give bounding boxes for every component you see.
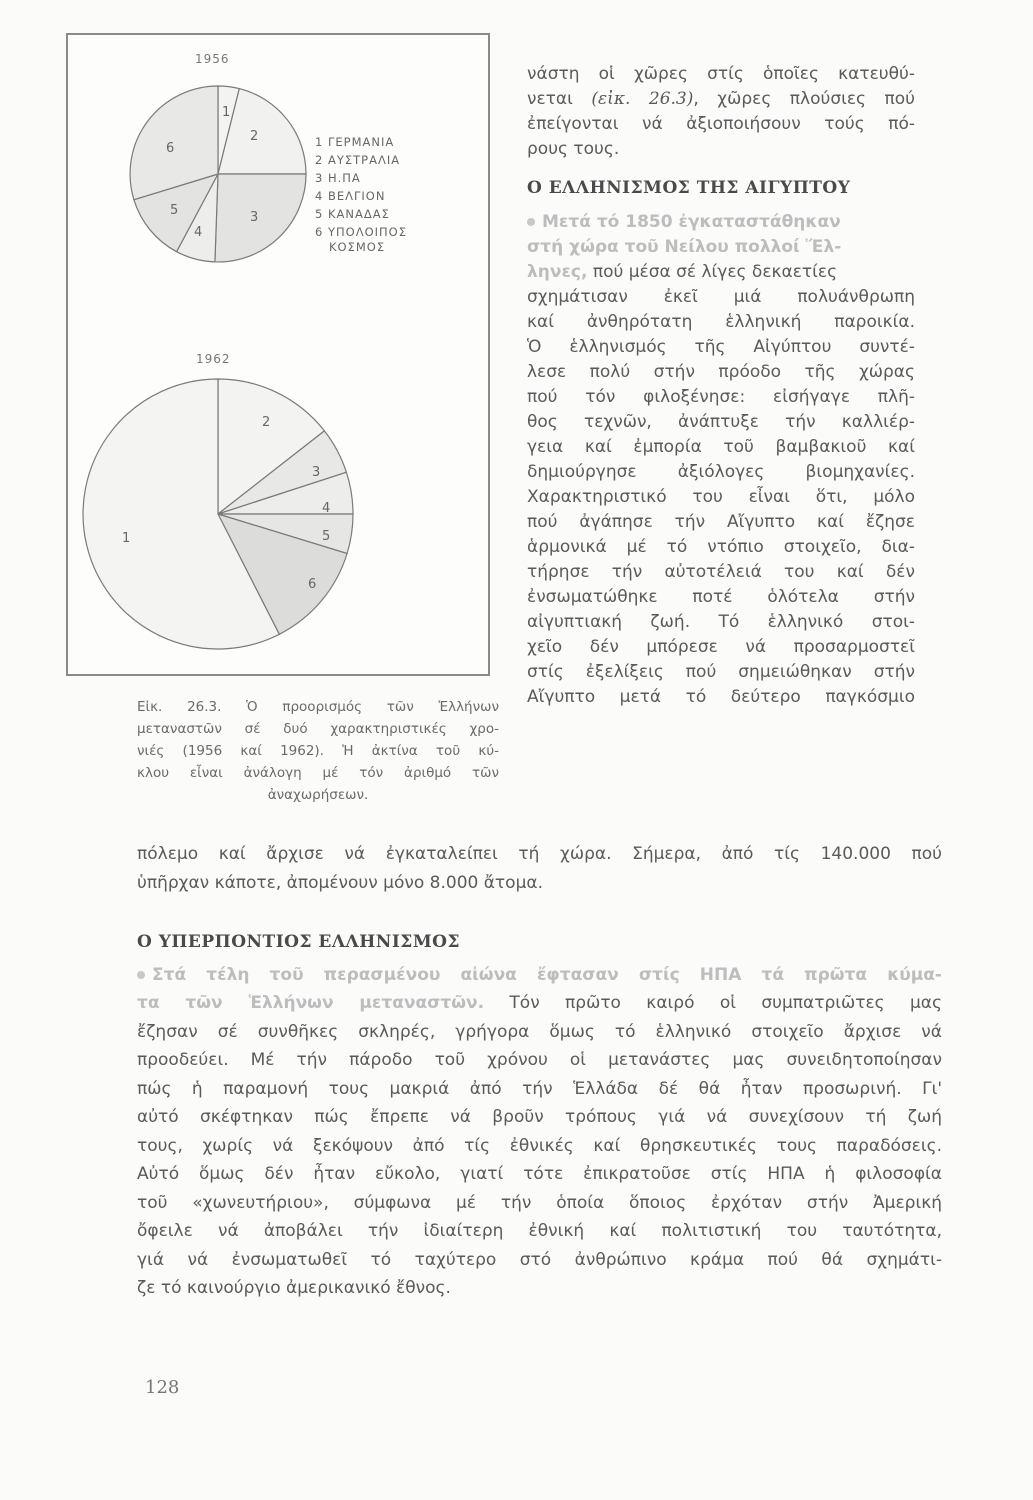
text-line: προοδεύει. Μέ τήν πάροδο τοῦ χρόνου οἱ μετανάστες μας συνειδητοποίησαν	[137, 1050, 942, 1070]
text-line: πού ἀγάπησε τήν Αἴγυπτο καί ἔζησε	[527, 512, 915, 532]
text-line: δημιούργησε ἀξιόλογες βιομηχανίες.	[527, 462, 915, 482]
text-line: τοῦ «χωνευτήριου», σύμφωνα μέ τήν ὁποία ὅποιος ἐρχόταν στήν Ἀμερική	[137, 1192, 942, 1213]
legend-item: 4 ΒΕΛΓΙΟΝ	[315, 189, 386, 203]
lead-bold-line: Στά τέλη τοῦ περασμένου αἰώνα ἔφτασαν στίς ΗΠΑ τά πρῶτα κύμα-	[137, 961, 942, 990]
text-line: ὑπῆρχαν κάποτε, ἀπομένουν μόνο 8.000 ἄτομα.	[137, 872, 543, 893]
pie-1962-label-4: 4	[322, 501, 331, 516]
text-line: Χαρακτηριστικό του εἶναι ὅτι, μόλο	[527, 487, 915, 507]
chart-legend	[315, 133, 407, 253]
text-line: ἔζησαν σέ συνθῆκες σκληρές, γρήγορα ὅμως τό ἑλληνικό στοιχεῖο ἄρχισε νά	[137, 1021, 942, 1042]
text-line: γιά νά ἐνσωματωθεῖ τό ταχύτερο στό ἀνθρώπινο κράμα πού θά σχημάτι-	[137, 1249, 942, 1270]
text-line: στίς ἐξελίξεις πού σημειώθηκαν στήν	[527, 662, 915, 682]
pie-1962-label-3: 3	[312, 465, 321, 480]
pie-1962-year-label: 1962	[196, 352, 231, 366]
legend-item: 2 ΑΥΣΤΡΑΛΙΑ	[315, 153, 401, 167]
pie-1962-label-2: 2	[262, 415, 271, 430]
section-heading-overseas: Ο ΥΠΕΡΠΟΝΤΙΟΣ ΕΛΛΗΝΙΣΜΟΣ	[137, 932, 460, 952]
text-line: ληνες, πού μέσα σέ λίγες δεκαετίες	[527, 262, 838, 282]
figure-reference: (εἰκ. 26.3)	[591, 89, 694, 109]
page-number: 128	[145, 1377, 180, 1398]
text-line: χεῖο δέν μπόρεσε νά προσαρμοστεῖ	[527, 637, 915, 657]
text-line: νεται (εἰκ. 26.3), χῶρες πλούσιες πού	[527, 89, 916, 109]
figure-caption: Εἰκ. 26.3. Ὁ προορισμός τῶν Ἑλλήνων μεταναστῶν σέ δυό χαρακτηριστικές χρο- νιές (1956 καί 1962). Ἡ ἀκτίνα τοῦ κύ- κλου εἶναι ἀνάλογη μέ τόν ἀριθμό τῶν ἀναχωρήσεων.	[137, 699, 499, 803]
legend-item-continuation: ΚΟΣΜΟΣ	[329, 240, 386, 254]
text-line: αἰγυπτιακή ζωή. Τό ἑλληνικό στοι-	[527, 612, 915, 632]
text-line: πώς ἡ παραμονή τους μακριά ἀπό τήν Ἑλλάδα δέ θά ἦταν προσωρινή. Γι'	[137, 1078, 942, 1099]
pie-1956-year-label: 1956	[195, 52, 230, 66]
text-line: πόλεμο καί ἄρχισε νά ἐγκαταλείπει τή χώρα. Σήμερα, ἀπό τίς 140.000 πού	[137, 844, 942, 864]
pie-1956-label-3: 3	[250, 210, 259, 225]
text-line: σχημάτισαν ἐκεῖ μιά πολυάνθρωπη	[527, 287, 915, 307]
pie-chart-1962	[80, 376, 360, 656]
lead-bold-line: Μετά τό 1850 ἐγκαταστάθηκαν	[527, 210, 915, 235]
text-line: θος τεχνῶν, ἀνάπτυξε τήν καλλιέρ-	[527, 412, 915, 432]
text-line: νάστη οἱ χῶρες στίς ὁποῖες κατευθύ-	[527, 64, 915, 84]
text-line: καί ἀνθηρότατη ἑλληνική παροικία.	[527, 312, 915, 332]
pie-1956-label-6: 6	[166, 141, 175, 156]
bullet-icon	[527, 218, 535, 226]
pie-1962-label-5: 5	[322, 529, 331, 544]
pie-1956-label-2: 2	[250, 129, 259, 144]
text-line: λεσε πολύ στήν πρόοδο τῆς χώρας	[527, 362, 915, 382]
bullet-icon	[137, 971, 145, 979]
text-line: Ὁ ἑλληνισμός τῆς Αἰγύπτου συντέ-	[527, 337, 915, 357]
right-column-text	[527, 62, 915, 710]
text-line: Αἴγυπτο μετά τό δεύτερο παγκόσμιο	[527, 687, 915, 707]
section-heading-egypt: Ο ΕΛΛΗΝΙΣΜΟΣ ΤΗΣ ΑΙΓΥΠΤΟΥ	[527, 178, 851, 198]
legend-item: 6 ΥΠΟΛΟΙΠΟΣ	[315, 225, 407, 239]
egypt-section-continuation	[137, 840, 942, 897]
text-line: ρους τους.	[527, 139, 620, 159]
text-line: τα τῶν Ἑλλήνων μεταναστῶν. Τόν πρῶτο καιρό οἱ συμπατριῶτες μας	[137, 993, 942, 1013]
text-line: ἐπείγονται νά ἀξιοποιήσουν τούς πό-	[527, 114, 915, 134]
text-line: πού τόν φιλοξένησε: εἰσήγαγε πλῆ-	[527, 387, 915, 407]
text-line: ὄφειλε νά ἀποβάλει τήν ἰδιαίτερη ἐθνική καί πολιτιστική του ταυτότητα,	[137, 1221, 942, 1241]
text-line: γεια καί ἐμπορία τοῦ βαμβακιοῦ καί	[527, 437, 915, 457]
pie-chart-1956	[120, 76, 320, 276]
lead-bold-line: στή χώρα τοῦ Νείλου πολλοί Ἕλ-	[527, 237, 842, 257]
pie-1956-label-5: 5	[170, 203, 179, 218]
text-line: ἐνσωματώθηκε ποτέ ὁλότελα στήν	[527, 587, 915, 607]
text-line: τους, χωρίς νά ξεκόψουν ἀπό τίς ἐθνικές καί θρησκευτικές τους παραδόσεις.	[137, 1135, 942, 1156]
text-line: τήρησε τήν αὐτοτέλειά του καί δέν	[527, 562, 915, 582]
pie-1956-label-4: 4	[194, 225, 203, 240]
legend-item: 1 ΓΕΡΜΑΝΙΑ	[315, 135, 395, 149]
text-line: Αὐτό ὅμως δέν ἦταν εὔκολο, γιατί τότε ἐπικρατοῦσε στίς ΗΠΑ ἡ φιλοσοφία	[137, 1164, 942, 1184]
text-line: ἁρμονικά μέ τό ντόπιο στοιχεῖο, δια-	[527, 537, 915, 557]
section-overseas	[137, 928, 942, 1303]
text-line: αὐτό σκέφτηκαν πώς ἔπρεπε νά βροῦν τρόπους γιά νά συνεχίσουν τή ζωή	[137, 1107, 942, 1127]
legend-item: 5 ΚΑΝΑΔΑΣ	[315, 207, 390, 221]
text-line: ζε τό καινούργιο ἀμερικανικό ἔθνος.	[137, 1278, 451, 1298]
pie-1956-slice-3	[215, 174, 306, 262]
legend-item: 3 Η.ΠΑ	[315, 171, 361, 185]
pie-1956-label-1: 1	[222, 105, 231, 120]
pie-1962-label-6: 6	[308, 577, 317, 592]
pie-1962-label-1: 1	[122, 531, 131, 546]
